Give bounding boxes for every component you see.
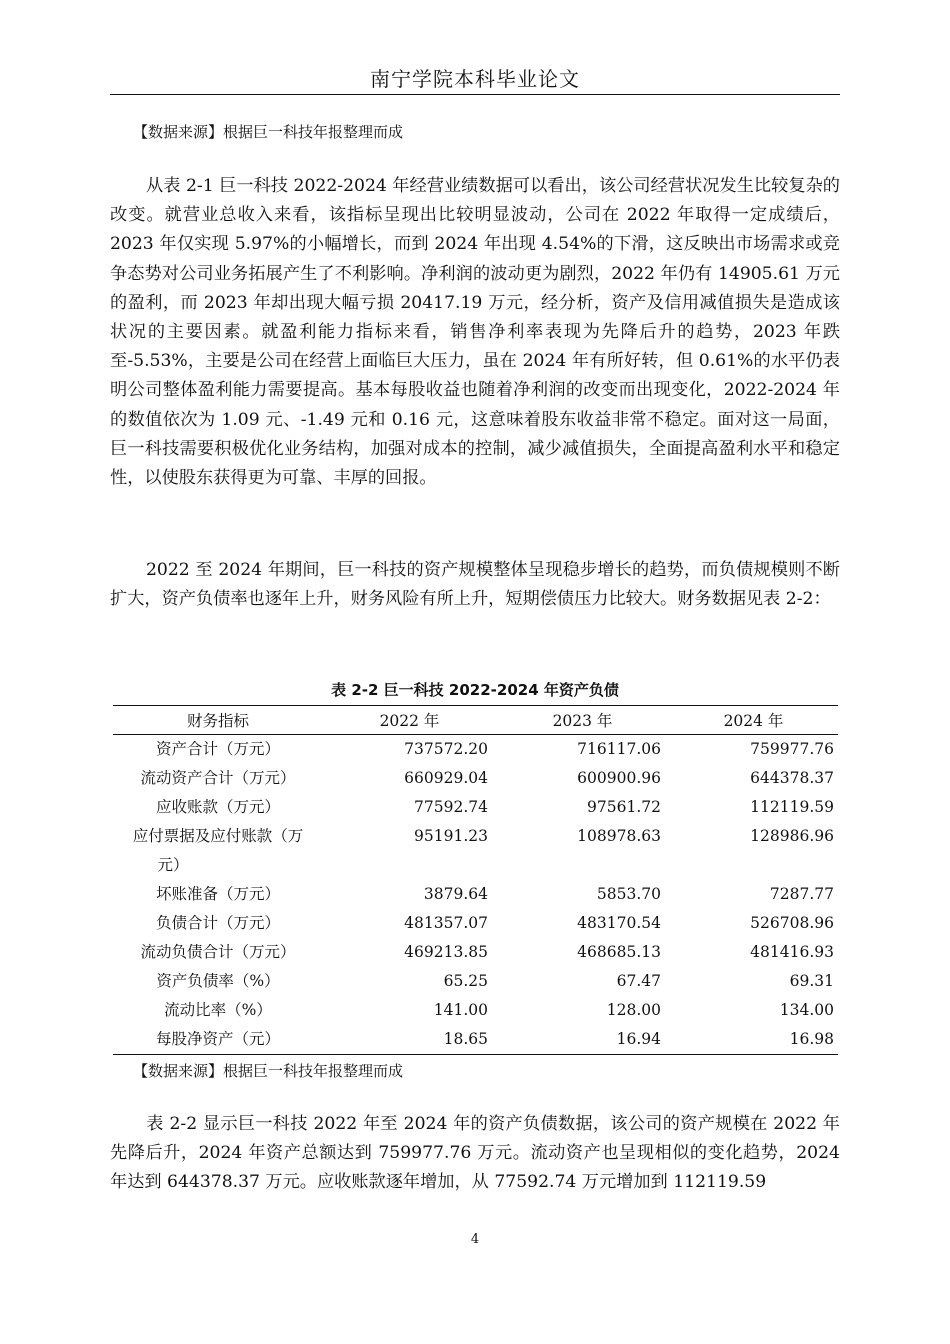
data-source-note: 【数据来源】根据巨一科技年报整理而成 <box>133 123 404 141</box>
cell-value: 481357.07 <box>404 914 488 932</box>
row-label: 负债合计（万元） <box>155 914 280 932</box>
cell-value: 468685.13 <box>577 943 661 961</box>
cell-value: 716117.06 <box>577 740 661 758</box>
body-paragraph-1: 从表 2-1 巨一科技 2022-2024 年经营业绩数据可以看出，该公司经营状况发生比较复杂的改变。就营业总收入来看，该指标呈现出比较明显波动，公司在 2022 年取得一定成绩后，2023 年仅实现 5.97%的小幅增长，而到 2024 年出现 4.54%的下滑，这反映出市场需求或竞争态势对公司业务拓展产生了不利影响。净利润的波动更为剧烈，2022 年仍有 14905.61 万元的盈利，而 2023 年却出现大幅亏损 20417.19 万元，经分析，资产及信用减值损失是造成该状况的主要因素。就盈利能力指标来看，销售净利率表现为先降后升的趋势，2023 年跌至-5.53%，主要是公司在经营上面临巨大压力，虽在 2024 年有所好转，但 0.61%的水平仍表明公司整体盈利能力需要提高。基本每股收益也随着净利润的改变而出现变化，2022-2024 年的数值依次为 1.09 元、-1.49 元和 0.16 元，这意味着股东收益非常不稳定。面对这一局面，巨一科技需要积极优化业务结构，加强对成本的控制，减少减值损失，全面提高盈利水平和稳定性，以使股东获得更为可靠、丰厚的回报。 <box>110 176 840 489</box>
table-row <box>113 880 838 909</box>
table-row <box>113 967 838 996</box>
cell-value: 600900.96 <box>577 769 661 787</box>
row-label: 应付票据及应付账款（万 元） <box>132 827 304 874</box>
cell-value: 759977.76 <box>750 740 834 758</box>
table-row <box>113 735 838 765</box>
column-header: 2023 年 <box>496 706 669 735</box>
cell-value: 7287.77 <box>769 885 834 903</box>
cell-value: 97561.72 <box>587 798 661 816</box>
cell-value: 141.00 <box>433 1001 488 1019</box>
cell-value: 737572.20 <box>404 740 488 758</box>
table-row <box>113 996 838 1025</box>
cell-value: 469213.85 <box>404 943 488 961</box>
cell-value: 128.00 <box>606 1001 661 1019</box>
row-label: 坏账准备（万元） <box>155 885 280 903</box>
column-header: 财务指标 <box>113 706 323 735</box>
table-row <box>113 822 838 880</box>
cell-value: 3879.64 <box>423 885 488 903</box>
cell-value: 67.47 <box>616 972 661 990</box>
cell-value: 77592.74 <box>414 798 488 816</box>
table-row <box>113 938 838 967</box>
row-label: 资产负债率（%） <box>156 972 280 990</box>
cell-value: 65.25 <box>443 972 488 990</box>
running-header: 南宁学院本科毕业论文 <box>370 67 580 91</box>
table-caption: 表 2-2 巨一科技 2022-2024 年资产负债 <box>331 681 619 699</box>
row-label: 每股净资产（元） <box>155 1030 280 1048</box>
data-source-note: 【数据来源】根据巨一科技年报整理而成 <box>133 1062 404 1080</box>
column-header: 2024 年 <box>669 706 838 735</box>
cell-value: 5853.70 <box>596 885 661 903</box>
cell-value: 16.98 <box>789 1030 834 1048</box>
body-paragraph-2: 2022 至 2024 年期间，巨一科技的资产规模整体呈现稳步增长的趋势，而负债规模则不断扩大，资产负债率也逐年上升，财务风险有所上升，短期偿债压力比较大。财务数据见表 2-2： <box>110 560 840 610</box>
cell-value: 526708.96 <box>750 914 834 932</box>
cell-value: 644378.37 <box>750 769 834 787</box>
cell-value: 483170.54 <box>577 914 661 932</box>
table-header-row <box>113 706 838 735</box>
cell-value: 95191.23 <box>414 827 488 845</box>
cell-value: 660929.04 <box>404 769 488 787</box>
row-label: 资产合计（万元） <box>155 740 280 758</box>
cell-value: 481416.93 <box>750 943 834 961</box>
table-row <box>113 793 838 822</box>
body-paragraph-3: 表 2-2 显示巨一科技 2022 年至 2024 年的资产负债数据，该公司的资产规模在 2022 年先降后升，2024 年资产总额达到 759977.76 万元。流动资产也呈现相似的变化趋势，2024 年达到 644378.37 万元。应收账款逐年增加，从 77592.74 万元增加到 112119.59 <box>110 1114 840 1193</box>
row-label: 流动比率（%） <box>164 1001 272 1019</box>
cell-value: 112119.59 <box>750 798 834 816</box>
header-rule <box>110 94 840 95</box>
cell-value: 128986.96 <box>750 827 834 845</box>
cell-value: 16.94 <box>616 1030 661 1048</box>
row-label: 应收账款（万元） <box>155 798 280 816</box>
cell-value: 108978.63 <box>577 827 661 845</box>
balance-sheet-table <box>113 705 838 1055</box>
page-number: 4 <box>470 1232 480 1247</box>
cell-value: 69.31 <box>789 972 834 990</box>
table-row <box>113 1025 838 1055</box>
cell-value: 134.00 <box>779 1001 834 1019</box>
cell-value: 18.65 <box>443 1030 488 1048</box>
table-row <box>113 764 838 793</box>
row-label: 流动负债合计（万元） <box>140 943 296 961</box>
row-label: 流动资产合计（万元） <box>140 769 296 787</box>
column-header: 2022 年 <box>323 706 496 735</box>
table-row <box>113 909 838 938</box>
